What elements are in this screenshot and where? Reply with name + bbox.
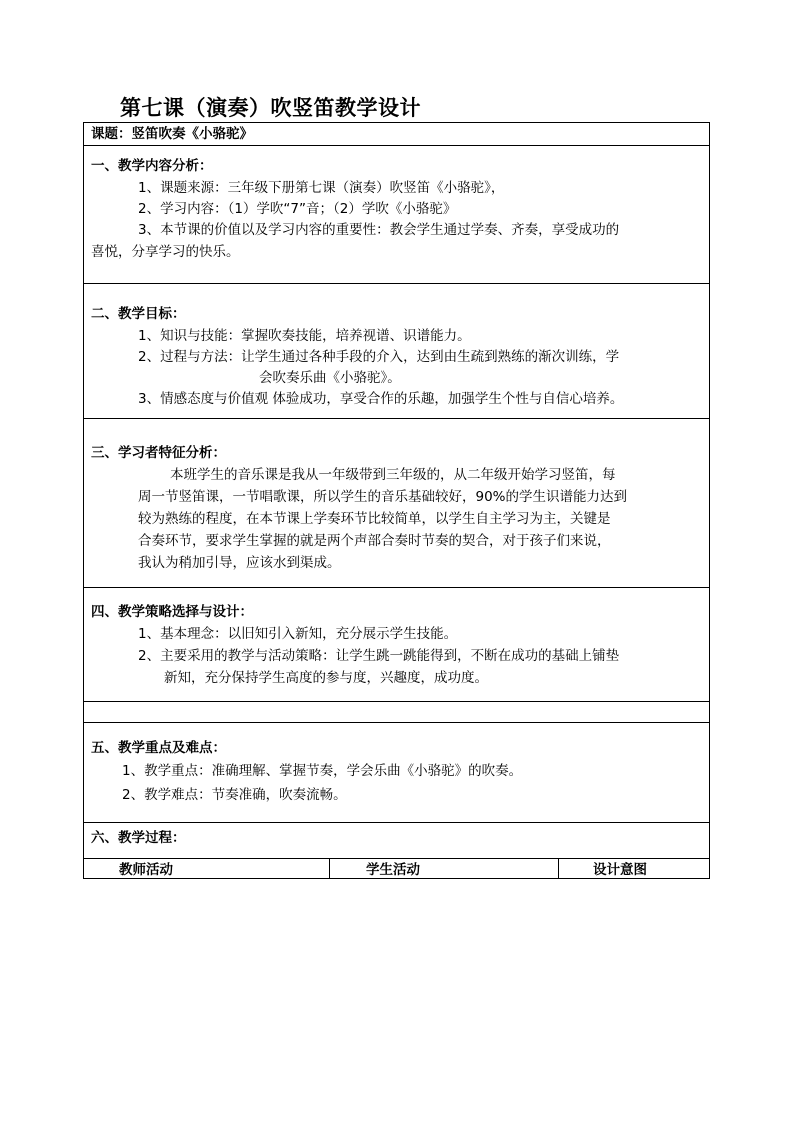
row-divider <box>84 722 709 723</box>
row-divider <box>84 145 709 146</box>
section-3-paragraph-line: 我认为稍加引导，应该水到渠成。 <box>138 555 341 571</box>
section-3-paragraph-line: 较为熟练的程度，在本节课上学奏环节比较简单，以学生自主学习为主，关键是 <box>138 511 611 527</box>
section-1-item: 1、课题来源：三年级下册第七课（演奏）吹竖笛《小骆驼》， <box>138 180 505 196</box>
section-5-item: 2、教学难点：节奏准确，吹奏流畅。 <box>122 787 347 803</box>
column-header-intent: 设计意图 <box>593 862 647 878</box>
row-divider <box>84 701 709 702</box>
row-divider <box>84 858 709 859</box>
column-header-student: 学生活动 <box>366 862 420 878</box>
section-1-item: 3、本节课的价值以及学习内容的重要性：教会学生通过学奏、齐奏，享受成功的 <box>138 222 620 238</box>
column-header-teacher: 教师活动 <box>119 862 173 878</box>
section-4-heading: 四、教学策略选择与设计： <box>91 604 253 620</box>
section-4-item: 2、主要采用的教学与活动策略：让学生跳一跳能得到，不断在成功的基础上铺垫 <box>138 648 620 664</box>
section-2-heading: 二、教学目标： <box>91 306 186 322</box>
row-divider <box>84 418 709 419</box>
section-3-paragraph-line: 合奏环节，要求学生掌握的就是两个声部合奏时节奏的契合，对于孩子们来说， <box>138 533 611 549</box>
section-5-heading: 五、教学重点及难点： <box>91 740 226 756</box>
section-6-heading: 六、教学过程： <box>91 830 186 846</box>
section-1-item-continued: 喜悦，分享学习的快乐。 <box>91 244 240 260</box>
column-divider <box>329 858 330 878</box>
section-1-item: 2、学习内容：（1）学吹“7”音；（2）学吹《小骆驼》 <box>138 201 457 217</box>
section-2-item: 1、知识与技能：掌握吹奏技能，培养视谱、识谱能力。 <box>138 328 471 344</box>
row-divider <box>84 587 709 588</box>
section-3-paragraph-line: 本班学生的音乐课是我从一年级带到三年级的，从二年级开始学习竖笛，每 <box>170 467 616 483</box>
topic-label: 课题：竖笛吹奏《小骆驼》 <box>91 126 253 142</box>
lesson-plan-table <box>83 122 710 879</box>
section-3-paragraph-line: 周一节竖笛课，一节唱歌课，所以学生的音乐基础较好，90%的学生识谱能力达到 <box>138 489 628 505</box>
row-divider <box>84 283 709 284</box>
column-divider <box>558 858 559 878</box>
section-2-item-continued: 会吹奏乐曲《小骆驼》。 <box>259 370 401 386</box>
row-divider <box>84 822 709 823</box>
section-4-item-continued: 新知，充分保持学生高度的参与度，兴趣度，成功度。 <box>164 670 488 686</box>
section-3-heading: 三、学习者特征分析： <box>91 445 226 461</box>
section-2-item: 2、过程与方法：让学生通过各种手段的介入，达到由生疏到熟练的渐次训练，学 <box>138 349 620 365</box>
document-title: 第七课（演奏）吹竖笛教学设计 <box>120 95 421 120</box>
section-5-item: 1、教学重点：准确理解、掌握节奏，学会乐曲《小骆驼》的吹奏。 <box>122 763 523 779</box>
section-2-item: 3、情感态度与价值观 体验成功，享受合作的乐趣，加强学生个性与自信心培养。 <box>138 391 624 407</box>
section-4-item: 1、基本理念：以旧知引入新知，充分展示学生技能。 <box>138 626 458 642</box>
section-1-heading: 一、教学内容分析： <box>91 158 213 174</box>
